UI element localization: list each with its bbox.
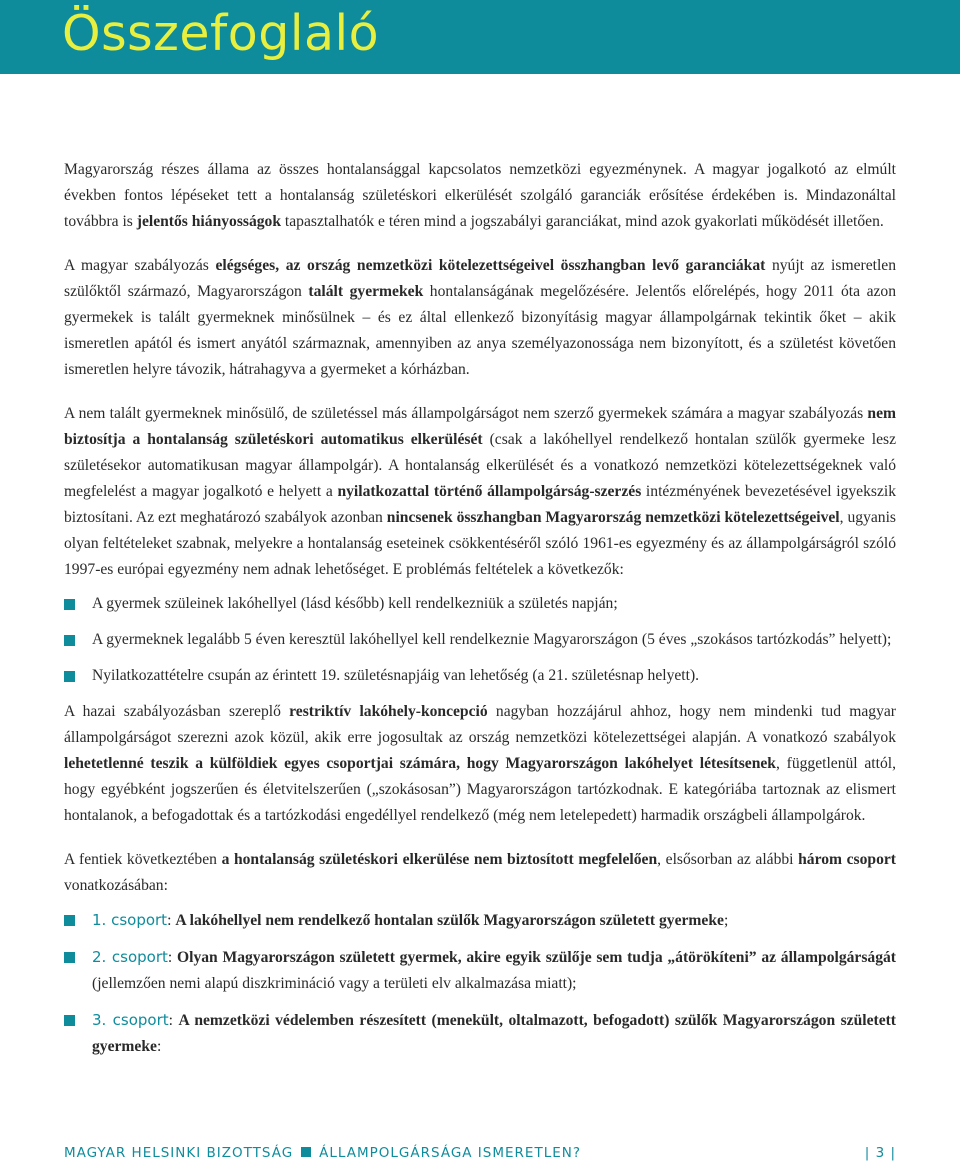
group-item <box>64 1007 896 1060</box>
page-footer <box>64 1145 896 1165</box>
text-run: A fentiek következtében <box>64 851 222 868</box>
bold-run: elégséges, az ország nemzetközi kötelezettségeivel összhangban levő garanciákat <box>215 257 766 274</box>
bold-run: Olyan Magyarországon született gyermek, akire egyik szülője sem tudja „átörökíteni” az állampolgárságát <box>177 949 896 966</box>
bold-run: restriktív lakóhely-koncepció <box>289 703 488 720</box>
text-run: , ugyanis olyan feltételeket szabnak, melyekre a hontalanság eseteinek csökkentéséről szóló 1961-es egyezmény és az állampolgárságról szóló 1997-es európai egyezmény nem adnak lehetőséget. E problémás feltételek a következők: <box>64 509 896 578</box>
text-run: nagyban hozzájárul ahhoz, hogy nem mindenki tud magyar állampolgárságot szerezni azok közül, akik erre jogosultak az ország nemzetközi kötelezettségei alapján. A vonatkozó szabályok <box>64 703 896 746</box>
text-run: ; <box>723 912 729 929</box>
paragraph-residence <box>64 699 896 829</box>
footer-left <box>64 1145 581 1161</box>
conditions-list <box>64 591 896 689</box>
text-run: , függetlenül attól, hogy egyébként jogszerűen és életvitelszerűen („szokásosan”) Magyarországon tartózkodnak. E kategóriába tartoznak az elismert hontalanok, a befogadottak és a tartózkodási engedéllyel rendelkező (még nem letelepedett) harmadik országbeli állampolgárok. <box>64 755 896 824</box>
page-title: Összefoglaló <box>62 5 380 62</box>
text-run: A hazai szabályozásban szereplő <box>64 703 290 720</box>
bold-run: lehetetlenné teszik a külföldiek egyes csoportjai számára, hogy Magyarországon lakóhelyet létesítsenek <box>64 755 776 772</box>
bold-run: A lakóhellyel nem rendelkező hontalan szülők Magyarországon született gyermeke <box>175 912 724 929</box>
main-content <box>64 157 896 1070</box>
text-run: Magyarország részes állama az összes hontalansággal kapcsolatos nemzetközi egyezménynek. A magyar jogalkotó az elmúlt években fontos lépéseket tett a hontalanság születéskori elkerülését szolgáló garanciák erősítése érdekében is. Mindazonáltal továbbra is <box>64 161 896 230</box>
text-run: vonatkozásában: <box>64 877 168 894</box>
footer-publication: ÁLLAMPOLGÁRSÁGA ISMERETLEN? <box>319 1145 582 1161</box>
bold-run: három csoport <box>798 851 896 868</box>
group-item <box>64 944 896 997</box>
text-run: A magyar szabályozás <box>64 257 216 274</box>
paragraph-found-children <box>64 253 896 383</box>
text-run: (csak a lakóhellyel rendelkező hontalan szülők gyermeke lesz születésekor automatikusan magyar állampolgár). A hontalanság elkerülését és a vonatkozó nemzetközi kötelezettségeknek való megfelelést a magyar jogalkotó e helyett a <box>64 431 896 500</box>
group-label: 1. csoport <box>92 911 168 929</box>
bold-run: jelentős hiányosságok <box>136 213 282 230</box>
group-label: 2. csoport <box>92 948 168 966</box>
separator: : <box>168 1012 179 1029</box>
group-item <box>64 907 896 934</box>
bold-run: talált gyermekek <box>308 283 424 300</box>
footer-organization: MAGYAR HELSINKI BIZOTTSÁG <box>64 1145 294 1161</box>
text-run: A nem talált gyermeknek minősülő, de születéssel más állampolgárságot nem szerző gyermekek számára a magyar szabályozás <box>64 405 868 422</box>
paragraph-consequences <box>64 847 896 899</box>
header-band <box>0 0 960 74</box>
bold-run: nem biztosítja a hontalanság születéskori automatikus elkerülését <box>64 405 896 448</box>
paragraph-declaration <box>64 401 896 583</box>
separator: : <box>167 949 177 966</box>
page-number-value: 3 <box>875 1145 886 1161</box>
bold-run: a hontalanság születéskori elkerülése nem biztosított megfelelően <box>221 851 658 868</box>
square-bullet-icon <box>301 1147 311 1157</box>
page-number: | 3 | <box>864 1145 896 1161</box>
text-run: intézményének bevezetésével igyekszik biztosítani. Az ezt meghatározó szabályok azonban <box>64 483 896 526</box>
text-run: (jellemzően nemi alapú diszkrimináció vagy a területi elv alkalmazása miatt); <box>92 975 577 992</box>
paragraph-intro <box>64 157 896 235</box>
text-run: nyújt az ismeretlen szülőktől származó, Magyarországon <box>64 257 897 300</box>
text-run: tapasztalhatók e téren mind a jogszabályi garanciákat, mind azok gyakorlati működését illetően. <box>281 213 884 230</box>
text-run: : <box>156 1038 162 1055</box>
bold-run: A nemzetközi védelemben részesített (menekült, oltalmazott, befogadott) szülők Magyarországon született gyermeke <box>92 1012 896 1055</box>
list-item: A gyermek szüleinek lakóhellyel (lásd később) kell rendelkezniük a születés napján; <box>64 591 896 617</box>
group-label: 3. csoport <box>92 1011 169 1029</box>
text-run: , elsősorban az alábbi <box>657 851 799 868</box>
list-item: Nyilatkozattételre csupán az érintett 19. születésnapjáig van lehetőség (a 21. születésnap helyett). <box>64 663 896 689</box>
bold-run: nincsenek összhangban Magyarország nemzetközi kötelezettségeivel <box>386 509 840 526</box>
bold-run: nyilatkozattal történő állampolgárság-szerzés <box>337 483 642 500</box>
groups-list <box>64 907 896 1060</box>
separator: : <box>167 912 176 929</box>
text-run: hontalanságának megelőzésére. Jelentős előrelépés, hogy 2011 óta azon gyermekek is talált gyermeknek minősülnek – és ez által ellenkező bizonyításig magyar állampolgárnak tekintik őket – akik ismeretlen apától és ismert anyától származnak, amennyiben az anya személyazonossága nem bizonyított, és a születést követően ismeretlen helyre távozik, hátrahagyva a gyermeket a kórházban. <box>64 283 897 378</box>
list-item: A gyermeknek legalább 5 éven keresztül lakóhellyel kell rendelkeznie Magyarországon (5 éves „szokásos tartózkodás” helyett); <box>64 627 896 653</box>
